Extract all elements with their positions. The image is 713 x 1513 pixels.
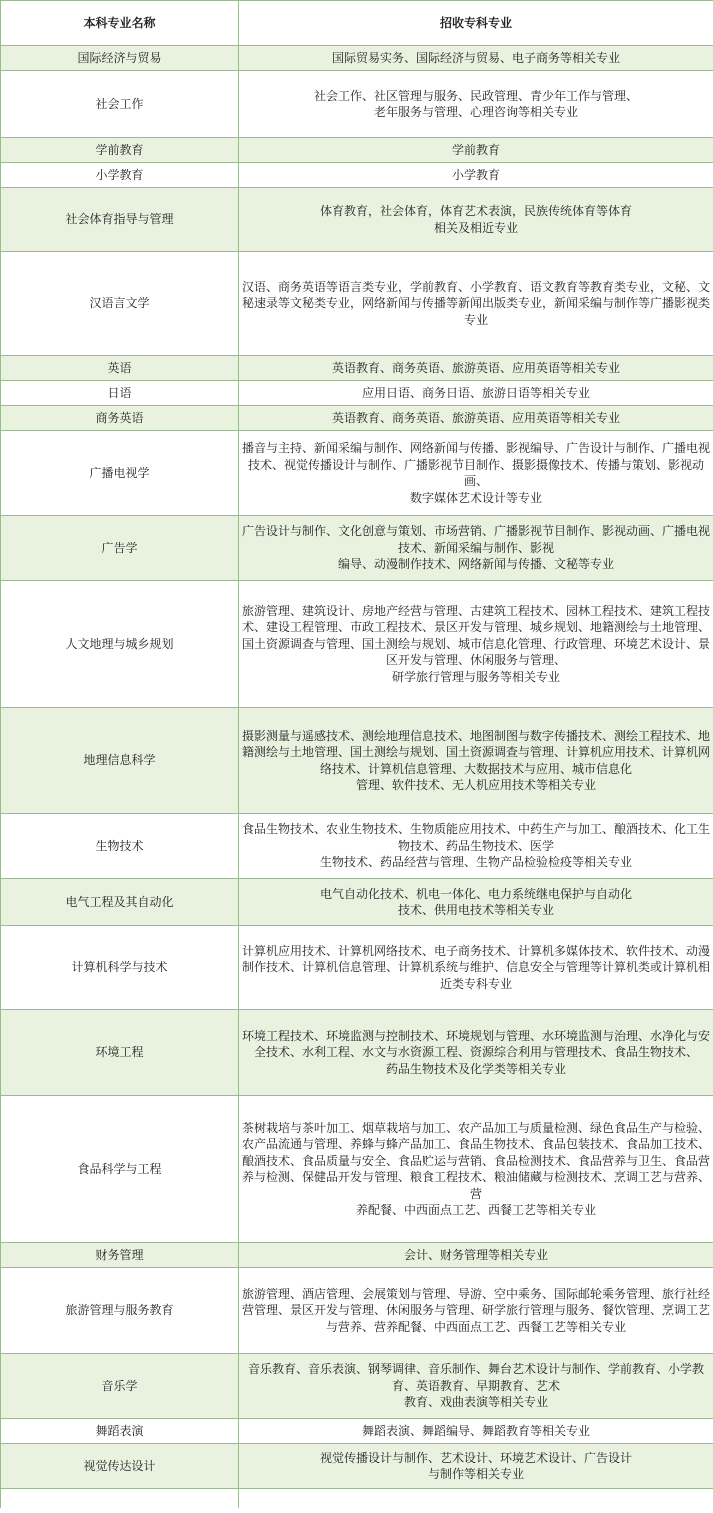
table-row [1, 814, 713, 879]
accepted-majors-cell [239, 381, 713, 406]
undergrad-major-cell: 国际经济与贸易 [1, 46, 239, 71]
accepted-majors-line: 数字媒体艺术设计等专业 [409, 490, 542, 505]
undergrad-major-cell: 社会体育指导与管理 [1, 188, 239, 252]
undergrad-major-cell: 地理信息科学 [1, 708, 239, 814]
header-row [1, 1, 713, 46]
table-row [1, 708, 713, 814]
accepted-majors-line: 旅游管理、建筑设计、房地产经营与管理、古建筑工程技术、园林工程技术、建筑工程技术、建设工程管理、市政工程技术、景区开发与管理、城乡规划、地籍测绘与土地管理、国土资源调查与管理、国土测绘与规划、城市信息化管理、行政管理、环境艺术设计、景区开发与管理、休闲服务与管理、 [241, 603, 710, 668]
undergrad-major-cell: 广播电视学 [1, 431, 239, 516]
table-row [1, 71, 713, 138]
accepted-majors-line: 编导、动漫制作技术、网络新闻与传播、文秘等专业 [337, 557, 614, 572]
undergrad-major-cell: 人文地理与城乡规划 [1, 581, 239, 708]
accepted-majors-line: 药品生物技术及化学类等相关专业 [385, 1061, 566, 1076]
accepted-majors-line: 摄影测量与遥感技术、测绘地理信息技术、地图制图与数字传播技术、测绘工程技术、地籍测绘与土地管理、国土测绘与规划、国土资源调查与管理、计算机应用技术、计算机网络技术、计算机信息管理、大数据技术与应用、城市信息化 [241, 728, 710, 776]
empty-cell-right [239, 1489, 713, 1508]
undergrad-major-cell: 环境工程 [1, 1010, 239, 1096]
undergrad-major-cell: 学前教育 [1, 138, 239, 163]
accepted-majors-cell [239, 1010, 713, 1096]
table-row [1, 1096, 713, 1243]
accepted-majors-line: 社会工作、社区管理与服务、民政管理、青少年工作与管理、 [313, 88, 638, 103]
accepted-majors-line: 小学教育 [451, 167, 500, 182]
undergrad-major-cell: 旅游管理与服务教育 [1, 1268, 239, 1354]
accepted-majors-line: 体育教育，社会体育，体育艺术表演，民族传统体育等体育 [319, 204, 632, 218]
accepted-majors-cell [239, 1268, 713, 1354]
accepted-majors-line: 老年服务与管理、心理咨询等相关专业 [373, 105, 578, 119]
accepted-majors-line: 国际贸易实务、国际经济与贸易、电子商务等相关专业 [331, 50, 620, 65]
accepted-majors-line: 旅游管理、酒店管理、会展策划与管理、导游、空中乘务、国际邮轮乘务管理、旅行社经营管理、景区开发与管理、休闲服务与管理、研学旅行管理与服务、餐饮管理、烹调工艺 [241, 1286, 710, 1318]
table-row [1, 879, 713, 926]
accepted-majors-line: 近类专科专业 [439, 976, 512, 991]
table-row [1, 138, 713, 163]
accepted-majors-cell [239, 252, 713, 356]
accepted-majors-cell [239, 188, 713, 252]
accepted-majors-line: 相关及相近专业 [433, 220, 518, 235]
table-row [1, 516, 713, 581]
accepted-majors-line: 电气自动化技术、机电一体化、电力系统继电保护与自动化 [319, 886, 632, 901]
accepted-majors-line: 与制作等相关专业 [427, 1467, 524, 1481]
table-row [1, 1354, 713, 1419]
undergrad-major-cell: 生物技术 [1, 814, 239, 879]
accepted-majors-line: 生物技术、药品经营与管理、生物产品检验检疫等相关专业 [319, 855, 632, 870]
table-row [1, 1419, 713, 1444]
undergrad-major-cell: 食品科学与工程 [1, 1096, 239, 1243]
undergrad-major-cell: 商务英语 [1, 406, 239, 431]
accepted-majors-line: 视觉传播设计与制作、艺术设计、环境艺术设计、广告设计 [319, 1450, 632, 1465]
table-row [1, 356, 713, 381]
accepted-majors-cell [239, 138, 713, 163]
accepted-majors-line: 食品生物技术、农业生物技术、生物质能应用技术、中药生产与加工、酿酒技术、化工生物技术、药品生物技术、医学 [241, 822, 710, 853]
accepted-majors-cell [239, 46, 713, 71]
undergrad-major-cell: 舞蹈表演 [1, 1419, 239, 1444]
accepted-majors-line: 汉语、商务英语等语言类专业，学前教育、小学教育、语文教育等教育类专业，文秘、文秘速录等文秘类专业，网络新闻与传播等新闻出版类专业，新闻采编与制作等广播影视类 [241, 279, 710, 311]
accepted-majors-cell [239, 356, 713, 381]
table-row [1, 46, 713, 71]
table-row [1, 252, 713, 356]
accepted-majors-cell [239, 1354, 713, 1419]
accepted-majors-line: 专业 [463, 312, 488, 327]
accepted-majors-cell [239, 516, 713, 581]
accepted-majors-line: 英语教育、商务英语、旅游英语、应用英语等相关专业 [331, 410, 620, 425]
table-row [1, 188, 713, 252]
accepted-majors-line: 养配餐、中西面点工艺、西餐工艺等相关专业 [355, 1203, 596, 1217]
accepted-majors-cell [239, 581, 713, 708]
accepted-majors-line: 学前教育 [451, 142, 500, 157]
undergrad-major-cell: 广告学 [1, 516, 239, 581]
table-row [1, 1010, 713, 1096]
accepted-majors-cell [239, 1419, 713, 1444]
undergrad-major-cell: 汉语言文学 [1, 252, 239, 356]
accepted-majors-line: 播音与主持、新闻采编与制作、网络新闻与传播、影视编导、广告设计与制作、广播电视技术、视觉传播设计与制作、广播影视节目制作、摄影摄像技术、传播与策划、影视动画、 [241, 441, 710, 488]
accepted-majors-line: 教育、戏曲表演等相关专业 [403, 1395, 548, 1410]
table-row [1, 581, 713, 708]
header-undergrad-major: 本科专业名称 [1, 1, 239, 46]
table-row [1, 1268, 713, 1354]
accepted-majors-cell [239, 1243, 713, 1268]
accepted-majors-line: 技术、供用电技术等相关专业 [397, 903, 554, 917]
accepted-majors-cell [239, 1096, 713, 1243]
undergrad-major-cell: 计算机科学与技术 [1, 926, 239, 1010]
accepted-majors-line: 与营养、营养配餐、中西面点工艺、西餐工艺等相关专业 [325, 1319, 626, 1334]
table-row [1, 163, 713, 188]
undergrad-major-cell: 小学教育 [1, 163, 239, 188]
accepted-majors-cell [239, 926, 713, 1010]
empty-row [1, 1489, 713, 1508]
accepted-majors-cell [239, 879, 713, 926]
accepted-majors-cell [239, 71, 713, 138]
table-row [1, 926, 713, 1010]
accepted-majors-line: 计算机应用技术、计算机网络技术、电子商务技术、计算机多媒体技术、软件技术、动漫制作技术、计算机信息管理、计算机系统与维护、信息安全与管理等计算机类或计算机相 [241, 943, 710, 975]
accepted-majors-line: 应用日语、商务日语、旅游日语等相关专业 [361, 385, 590, 400]
table-row [1, 381, 713, 406]
accepted-majors-line: 环境工程技术、环境监测与控制技术、环境规划与管理、水环境监测与治理、水净化与安全技术、水利工程、水文与水资源工程、资源综合利用与管理技术、食品生物技术、 [241, 1028, 710, 1060]
accepted-majors-line: 广告设计与制作、文化创意与策划、市场营销、广播影视节目制作、影视动画、广播电视技术、新闻采编与制作、影视 [241, 524, 710, 555]
empty-cell-left [1, 1489, 239, 1508]
table-row [1, 1243, 713, 1268]
undergrad-major-cell: 视觉传达设计 [1, 1444, 239, 1489]
undergrad-major-cell: 音乐学 [1, 1354, 239, 1419]
undergrad-major-cell: 电气工程及其自动化 [1, 879, 239, 926]
table-row [1, 1444, 713, 1489]
accepted-majors-line: 舞蹈表演、舞蹈编导、舞蹈教育等相关专业 [361, 1423, 590, 1438]
accepted-majors-cell [239, 814, 713, 879]
table-row [1, 431, 713, 516]
accepted-majors-cell [239, 406, 713, 431]
accepted-majors-line: 英语教育、商务英语、旅游英语、应用英语等相关专业 [331, 360, 620, 375]
accepted-majors-cell [239, 163, 713, 188]
undergrad-major-cell: 日语 [1, 381, 239, 406]
header-accepted-majors: 招收专科专业 [239, 1, 713, 46]
accepted-majors-line: 音乐教育、音乐表演、钢琴调律、音乐制作、舞台艺术设计与制作、学前教育、小学教育、英语教育、早期教育、艺术 [247, 1362, 704, 1393]
undergrad-major-cell: 财务管理 [1, 1243, 239, 1268]
accepted-majors-line: 管理、软件技术、无人机应用技术等相关专业 [355, 778, 596, 792]
accepted-majors-cell [239, 708, 713, 814]
table-row [1, 406, 713, 431]
undergrad-major-cell: 社会工作 [1, 71, 239, 138]
accepted-majors-cell [239, 431, 713, 516]
accepted-majors-cell [239, 1444, 713, 1489]
accepted-majors-line: 茶树栽培与茶叶加工、烟草栽培与加工、农产品加工与质量检测、绿色食品生产与检验、农产品流通与管理、养蜂与蜂产品加工、食品生物技术、食品包装技术、食品加工技术、酿酒技术、食品质量与安全、食品贮运与营销、食品检测技术、食品营养与卫生、食品营养与检测、保健品开发与管理、粮食工程技术、粮油储藏与检测技术、烹调工艺与营养、营 [241, 1120, 710, 1201]
accepted-majors-line: 研学旅行管理与服务等相关专业 [391, 669, 560, 684]
undergrad-major-cell: 英语 [1, 356, 239, 381]
accepted-majors-line: 会计、财务管理等相关专业 [403, 1247, 548, 1262]
